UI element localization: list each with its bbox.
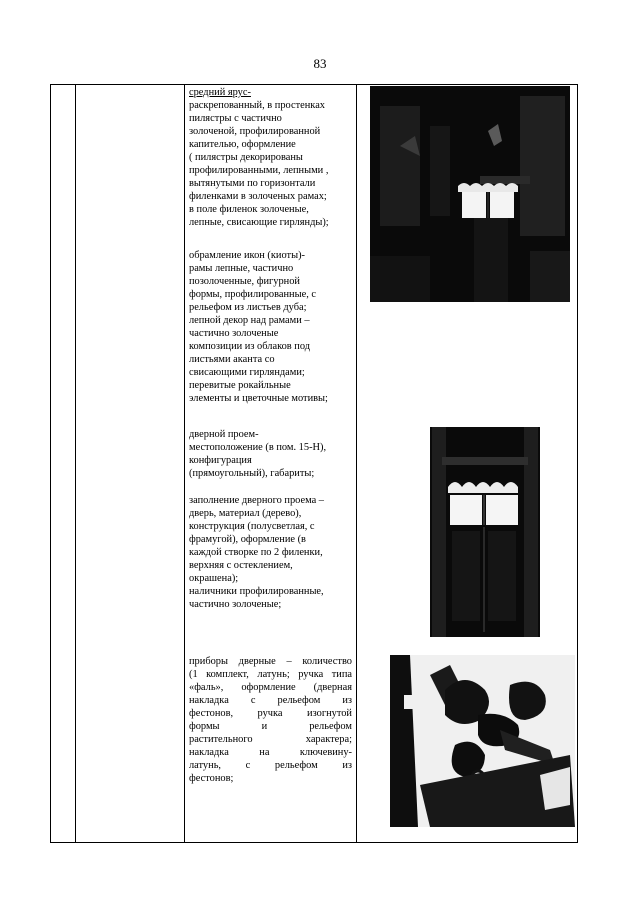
door-hardware-photo xyxy=(390,655,575,827)
text-line: композиции из облаков под xyxy=(189,341,311,352)
text-line: свисающими гирляндами; xyxy=(189,367,305,378)
text-line: рельефом из листьев дуба; xyxy=(189,302,307,313)
text-line: заполнение дверного проема – xyxy=(189,495,324,506)
column-divider-2 xyxy=(184,85,185,842)
text-line: фрамугой), оформление (в xyxy=(189,534,306,545)
text-line: растительного характера; xyxy=(189,734,352,745)
text-line: накладка с рельефом из xyxy=(189,695,352,706)
text-line: «фаль», оформление (дверная xyxy=(189,682,352,693)
text-line: частично золоченые xyxy=(189,328,279,339)
doorway-photo xyxy=(430,427,540,637)
text-line: формы и рельефом xyxy=(189,721,352,732)
text-line: приборы дверные – количество xyxy=(189,656,352,667)
text-line: раскрепованный, в простенках xyxy=(189,100,326,111)
text-line: каждой створке по 2 филенки, xyxy=(189,547,323,558)
text-line: формы, профилированные, с xyxy=(189,289,317,300)
text-line: местоположение (в пом. 15-Н), xyxy=(189,442,327,453)
door-hardware-description xyxy=(189,655,352,785)
text-line: рамы лепные, частично xyxy=(189,263,294,274)
middle-tier-description xyxy=(189,86,352,229)
text-line: частично золоченые; xyxy=(189,599,282,610)
text-line: золоченой, профилированной xyxy=(189,126,321,137)
text-line: (прямоугольный), габариты; xyxy=(189,468,315,479)
text-line: фестонов, ручка изогнутой xyxy=(189,708,352,719)
text-line: наличники профилированные, xyxy=(189,586,324,597)
text-line: окрашена); xyxy=(189,573,239,584)
text-line: лепные, свисающие гирлянды); xyxy=(189,217,329,228)
text-line: в поле филенок золоченые, xyxy=(189,204,309,215)
text-line: элементы и цветочные мотивы; xyxy=(189,393,328,404)
text-line: перевитые рокайльные xyxy=(189,380,291,391)
icon-frames-description xyxy=(189,249,352,405)
iconostasis-photo xyxy=(370,86,570,302)
text-line: дверной проем- xyxy=(189,429,259,440)
text-line: вытянутыми по горизонтали xyxy=(189,178,316,189)
text-line: капителью, оформление xyxy=(189,139,296,150)
text-line: конфигурация xyxy=(189,455,252,466)
text-line: профилированными, лепными , xyxy=(189,165,329,176)
text-line: листьями аканта со xyxy=(189,354,275,365)
text-line: (1 комплект, латунь; ручка типа xyxy=(189,669,352,680)
text-line: пилястры с частично xyxy=(189,113,282,124)
text-line: лепной декор над рамами – xyxy=(189,315,310,326)
door-fill-description xyxy=(189,494,352,611)
text-line: обрамление икон (киоты)- xyxy=(189,250,305,261)
page-number: 83 xyxy=(313,56,327,71)
middle-tier-heading: средний ярус- xyxy=(189,87,251,98)
doorway-description xyxy=(189,428,352,480)
text-line: дверь, материал (дерево), xyxy=(189,508,302,519)
text-line: верхняя с остеклением, xyxy=(189,560,293,571)
column-divider-3 xyxy=(356,85,357,842)
column-divider-1 xyxy=(75,85,76,842)
text-line: фестонов; xyxy=(189,773,234,784)
text-line: латунь, с рельефом из xyxy=(189,760,352,771)
text-line: конструкция (полусветлая, с xyxy=(189,521,315,532)
text-line: филенками в золоченых рамах; xyxy=(189,191,327,202)
text-line: ( пилястры декорированы xyxy=(189,152,303,163)
text-line: позолоченные, фигурной xyxy=(189,276,300,287)
text-line: накладка на ключевину- xyxy=(189,747,352,758)
